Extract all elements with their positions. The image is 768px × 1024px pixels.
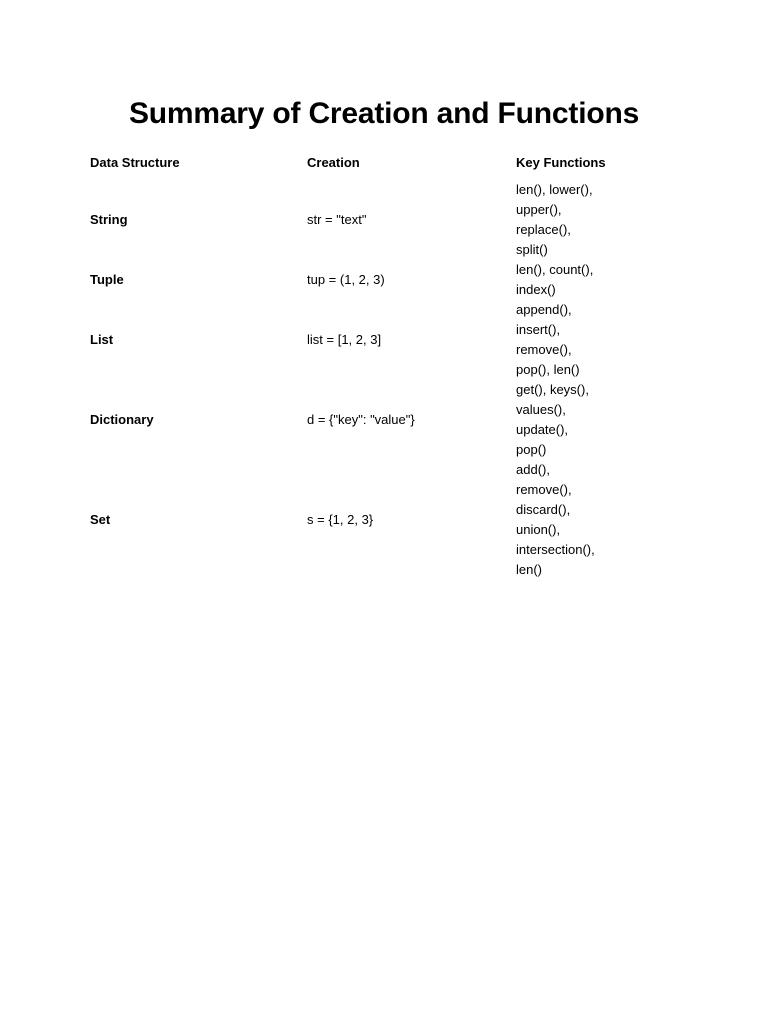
function-line: len() bbox=[516, 562, 543, 577]
row-name: List bbox=[90, 332, 114, 347]
function-line: replace(), bbox=[516, 222, 571, 237]
header-creation: Creation bbox=[307, 155, 360, 170]
page-title: Summary of Creation and Functions bbox=[128, 97, 640, 130]
function-line: index() bbox=[516, 282, 556, 297]
row-functions bbox=[510, 300, 624, 380]
function-line: len(), count(), bbox=[516, 262, 594, 277]
summary-table bbox=[84, 146, 624, 580]
function-line: split() bbox=[516, 242, 548, 257]
row-creation: s = {1, 2, 3} bbox=[307, 512, 374, 527]
table-row bbox=[84, 300, 624, 380]
function-line: add(), bbox=[516, 462, 550, 477]
row-creation: list = [1, 2, 3] bbox=[307, 332, 382, 347]
function-line: intersection(), bbox=[516, 542, 595, 557]
row-name: Tuple bbox=[90, 272, 124, 287]
header-data-structure: Data Structure bbox=[90, 155, 180, 170]
row-functions bbox=[510, 260, 624, 300]
function-line: pop() bbox=[516, 442, 547, 457]
function-line: remove(), bbox=[516, 342, 572, 357]
header-key-functions: Key Functions bbox=[516, 155, 606, 170]
function-line: discard(), bbox=[516, 502, 571, 517]
row-name: Set bbox=[90, 512, 111, 527]
row-functions bbox=[510, 460, 624, 580]
table-row bbox=[84, 460, 624, 580]
table-row bbox=[84, 380, 624, 460]
function-line: update(), bbox=[516, 422, 569, 437]
function-line: insert(), bbox=[516, 322, 561, 337]
function-line: remove(), bbox=[516, 482, 572, 497]
function-line: upper(), bbox=[516, 202, 562, 217]
function-line: get(), keys(), bbox=[516, 382, 589, 397]
function-line: len(), lower(), bbox=[516, 182, 593, 197]
function-line: values(), bbox=[516, 402, 566, 417]
row-creation: str = "text" bbox=[307, 212, 367, 227]
function-line: union(), bbox=[516, 522, 561, 537]
row-name: String bbox=[90, 212, 128, 227]
row-functions bbox=[510, 380, 624, 460]
function-line: append(), bbox=[516, 302, 572, 317]
row-functions bbox=[510, 180, 624, 260]
table-header-row bbox=[84, 146, 624, 180]
table-row bbox=[84, 260, 624, 300]
row-creation: d = {"key": "value"} bbox=[307, 412, 415, 427]
row-name: Dictionary bbox=[90, 412, 154, 427]
row-creation: tup = (1, 2, 3) bbox=[307, 272, 385, 287]
table-row bbox=[84, 180, 624, 260]
function-line: pop(), len() bbox=[516, 362, 580, 377]
